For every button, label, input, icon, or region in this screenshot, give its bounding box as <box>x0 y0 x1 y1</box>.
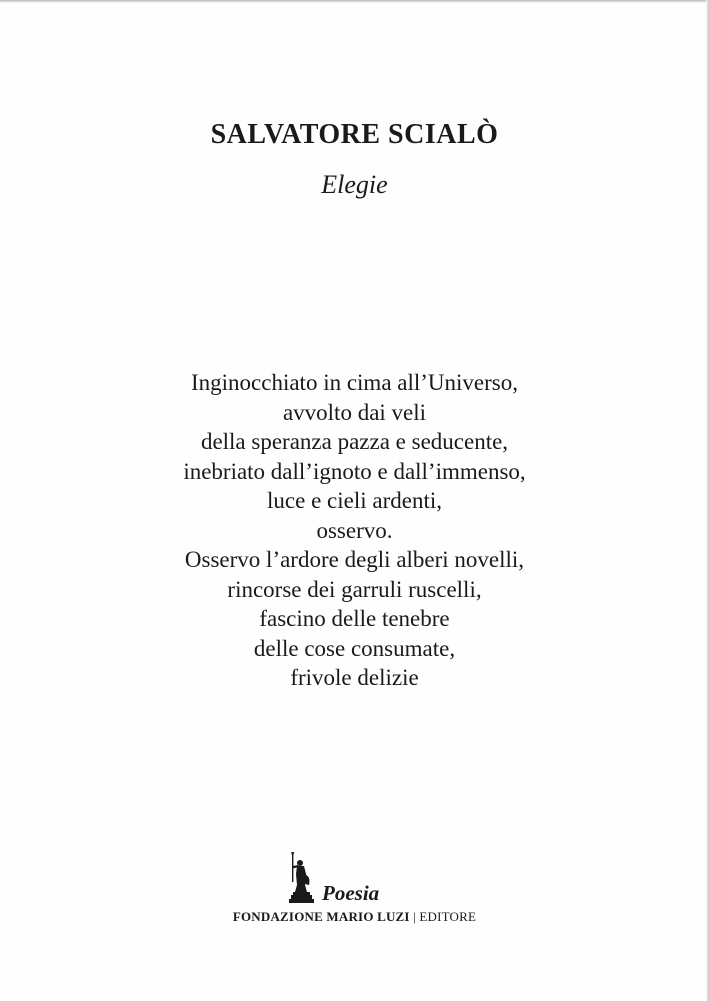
publisher-role: EDITORE <box>419 909 477 924</box>
poem-line: delle cose consumate, <box>253 635 456 661</box>
poem-line: Osservo l’ardore degli alberi novelli, <box>184 547 525 572</box>
series-name: Poesia <box>322 881 380 905</box>
scan-edge-top <box>0 0 709 3</box>
poem-line: Inginocchiato in cima all’Universo, <box>190 370 518 395</box>
poem-excerpt <box>0 368 709 693</box>
poem-line: rincorse dei garruli ruscelli, <box>227 576 482 602</box>
statue-icon <box>286 852 318 904</box>
poem-line: inebriato dall’ignoto e dall’immenso, <box>183 458 526 484</box>
publisher-separator: | <box>413 909 416 924</box>
poem-line: della speranza pazza e seducente, <box>200 429 509 454</box>
book-title: Elegie <box>321 170 388 199</box>
publisher-name: FONDAZIONE MARIO LUZI <box>232 909 410 924</box>
author-name: SALVATORE SCIALÒ <box>210 119 499 150</box>
publisher-block <box>0 850 709 930</box>
publisher-imprint <box>0 909 709 925</box>
poem-line: fascino delle tenebre <box>259 606 450 631</box>
poem-line: luce e cieli ardenti, <box>267 488 442 513</box>
poem-line: osservo. <box>316 517 393 543</box>
poem-line: avvolto dai veli <box>282 399 427 425</box>
poem-line: frivole delizie <box>290 665 419 690</box>
